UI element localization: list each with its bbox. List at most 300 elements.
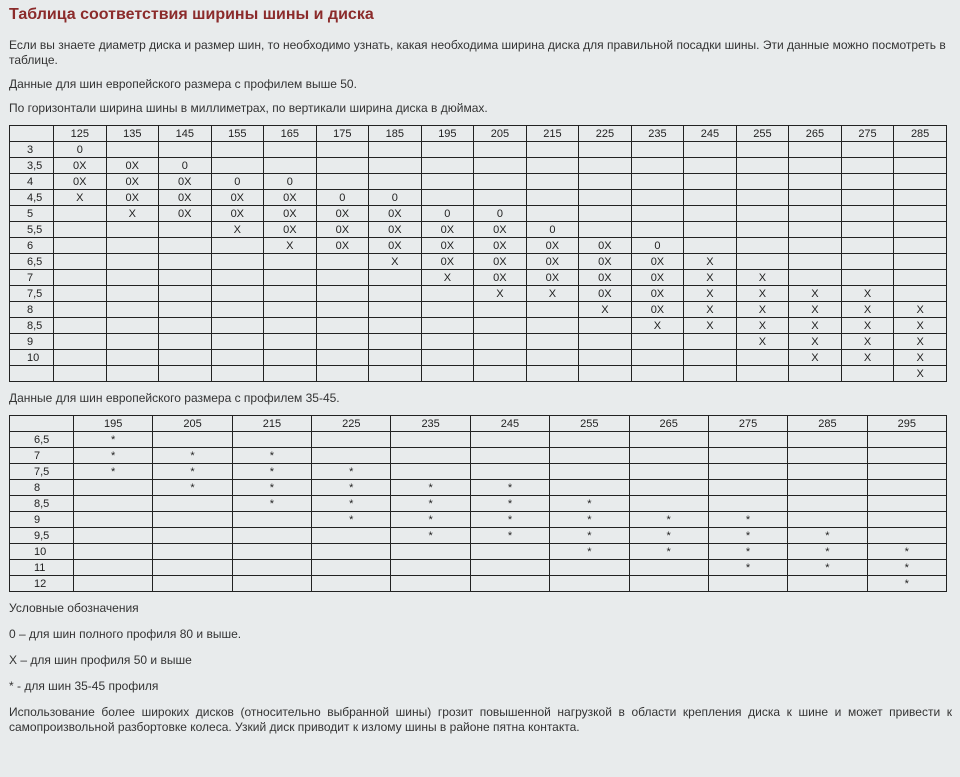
table-cell: * xyxy=(788,544,867,560)
legend-item-zero: 0 – для шин полного профиля 80 и выше. xyxy=(9,627,242,641)
table-cell xyxy=(684,366,737,382)
table-cell: X xyxy=(736,334,789,350)
column-header: 255 xyxy=(550,416,629,432)
table-cell xyxy=(629,480,708,496)
table-cell xyxy=(312,448,391,464)
row-header: 7,5 xyxy=(10,286,54,302)
table-cell xyxy=(736,174,789,190)
table-cell xyxy=(369,318,422,334)
table-cell xyxy=(421,190,474,206)
table-cell xyxy=(264,254,317,270)
table-cell: X xyxy=(789,302,842,318)
table-cell xyxy=(391,576,470,592)
table-cell xyxy=(841,366,894,382)
table-cell xyxy=(421,158,474,174)
table-cell: X xyxy=(894,302,947,318)
column-header: 265 xyxy=(789,126,842,142)
table-cell xyxy=(579,222,632,238)
table-cell: X xyxy=(841,334,894,350)
table-cell: * xyxy=(708,560,787,576)
table-cell xyxy=(474,142,527,158)
table-cell xyxy=(264,334,317,350)
table-cell: X xyxy=(526,286,579,302)
table-cell xyxy=(54,318,107,334)
table-cell: 0X xyxy=(369,238,422,254)
table-row xyxy=(10,448,947,464)
row-header: 4,5 xyxy=(10,190,54,206)
table-cell: * xyxy=(312,464,391,480)
table-cell xyxy=(54,222,107,238)
table-cell xyxy=(316,158,369,174)
table-row xyxy=(10,496,947,512)
column-header: 135 xyxy=(106,126,159,142)
table-cell xyxy=(550,560,629,576)
table-cell: 0X xyxy=(316,206,369,222)
table-cell: 0X xyxy=(421,254,474,270)
table-cell: X xyxy=(264,238,317,254)
table-cell xyxy=(106,238,159,254)
corner-cell xyxy=(10,126,54,142)
table-cell: X xyxy=(421,270,474,286)
table-cell xyxy=(369,270,422,286)
table-cell xyxy=(316,142,369,158)
column-header: 175 xyxy=(316,126,369,142)
legend-heading: Условные обозначения xyxy=(9,601,139,615)
table-cell: 0X xyxy=(369,206,422,222)
table-cell: X xyxy=(736,318,789,334)
table-cell xyxy=(264,350,317,366)
table-cell xyxy=(106,270,159,286)
table-cell xyxy=(470,544,549,560)
table-cell xyxy=(867,528,946,544)
table-cell xyxy=(153,512,232,528)
column-header: 225 xyxy=(579,126,632,142)
table-cell xyxy=(579,174,632,190)
table-cell xyxy=(526,142,579,158)
column-header: 265 xyxy=(629,416,708,432)
table-cell xyxy=(54,270,107,286)
table-cell xyxy=(841,142,894,158)
table-cell xyxy=(526,350,579,366)
table-cell: X xyxy=(684,286,737,302)
table-cell xyxy=(708,432,787,448)
table-cell: X xyxy=(841,318,894,334)
table-cell xyxy=(106,142,159,158)
table-cell: * xyxy=(153,480,232,496)
column-header: 195 xyxy=(74,416,153,432)
legend-item-star: * - для шин 35-45 профиля xyxy=(9,679,159,693)
table-cell xyxy=(894,158,947,174)
table-cell: 0X xyxy=(474,238,527,254)
table-cell xyxy=(369,158,422,174)
table-cell xyxy=(736,222,789,238)
table-cell xyxy=(867,512,946,528)
table-cell xyxy=(159,286,212,302)
row-header: 7,5 xyxy=(10,464,74,480)
table-cell xyxy=(788,512,867,528)
table-cell: * xyxy=(470,496,549,512)
table-cell: * xyxy=(550,496,629,512)
table-cell xyxy=(789,190,842,206)
table-cell xyxy=(788,480,867,496)
table-cell: * xyxy=(74,448,153,464)
table-cell xyxy=(312,576,391,592)
table-cell xyxy=(526,158,579,174)
table-cell xyxy=(841,206,894,222)
table-cell: 0X xyxy=(106,158,159,174)
table-cell xyxy=(474,318,527,334)
table-cell xyxy=(159,222,212,238)
table-cell: 0X xyxy=(316,238,369,254)
table-cell: 0X xyxy=(54,158,107,174)
column-header: 245 xyxy=(470,416,549,432)
table-cell: * xyxy=(867,576,946,592)
table-cell: * xyxy=(74,464,153,480)
table-cell xyxy=(316,350,369,366)
column-header: 255 xyxy=(736,126,789,142)
table-cell xyxy=(264,158,317,174)
table-cell xyxy=(894,286,947,302)
table-cell: * xyxy=(391,496,470,512)
table-cell xyxy=(312,528,391,544)
table-cell: 0X xyxy=(211,190,264,206)
row-header: 6,5 xyxy=(10,432,74,448)
table-cell xyxy=(421,174,474,190)
column-header: 215 xyxy=(232,416,311,432)
table-row xyxy=(10,318,947,334)
table-cell xyxy=(631,366,684,382)
axis-note: По горизонтали ширина шины в миллиметрах, по вертикали ширина диска в дюймах. xyxy=(9,101,488,115)
table-row xyxy=(10,366,947,382)
table-cell xyxy=(470,432,549,448)
table-cell: 0X xyxy=(631,286,684,302)
table-cell: 0X xyxy=(264,206,317,222)
table-cell xyxy=(550,432,629,448)
table-cell: X xyxy=(474,286,527,302)
table-cell xyxy=(153,576,232,592)
table-cell: 0 xyxy=(421,206,474,222)
column-header: 225 xyxy=(312,416,391,432)
table-cell: 0 xyxy=(316,190,369,206)
corner-cell xyxy=(10,416,74,432)
row-header: 8,5 xyxy=(10,318,54,334)
table-cell xyxy=(631,158,684,174)
table-cell: * xyxy=(708,544,787,560)
table-cell: X xyxy=(684,318,737,334)
column-header: 125 xyxy=(54,126,107,142)
section2-caption: Данные для шин европейского размера с профилем 35-45. xyxy=(9,391,340,405)
table-cell: * xyxy=(470,512,549,528)
table-cell xyxy=(629,576,708,592)
table-cell: 0X xyxy=(579,238,632,254)
table-cell: X xyxy=(841,302,894,318)
table-cell xyxy=(526,366,579,382)
table-cell xyxy=(841,222,894,238)
table-cell: X xyxy=(789,350,842,366)
table-cell: X xyxy=(736,286,789,302)
table-cell xyxy=(474,302,527,318)
rim-width-table-profile-35-45 xyxy=(9,415,947,592)
table-cell xyxy=(159,142,212,158)
table-row xyxy=(10,512,947,528)
table-cell xyxy=(159,302,212,318)
table-cell xyxy=(684,158,737,174)
table-cell xyxy=(629,496,708,512)
column-header: 205 xyxy=(153,416,232,432)
table-cell xyxy=(631,190,684,206)
table-cell: * xyxy=(629,544,708,560)
table-cell xyxy=(579,350,632,366)
table-cell xyxy=(159,238,212,254)
table-cell: 0X xyxy=(631,302,684,318)
table-cell xyxy=(232,512,311,528)
table-cell: 0X xyxy=(474,270,527,286)
column-header: 205 xyxy=(474,126,527,142)
table-cell xyxy=(526,174,579,190)
table-cell xyxy=(159,270,212,286)
warning-text: Использование более широких дисков (относительно выбранной шины) грозит повышенной нагрузкой в области крепления диска к шине и может привести к самопроизвольной разбортовке колеса. Узкий диск приводит к излому шины в районе пятна контакта. xyxy=(9,705,952,734)
table-cell xyxy=(789,206,842,222)
table-cell xyxy=(74,560,153,576)
table-cell xyxy=(106,318,159,334)
table-row xyxy=(10,576,947,592)
table-cell xyxy=(211,318,264,334)
table-cell xyxy=(789,270,842,286)
table-cell: X xyxy=(789,334,842,350)
table-cell xyxy=(736,238,789,254)
table-cell xyxy=(74,496,153,512)
table-cell xyxy=(312,560,391,576)
table-cell xyxy=(316,286,369,302)
row-header: 4 xyxy=(10,174,54,190)
table-cell xyxy=(474,174,527,190)
table-cell: X xyxy=(579,302,632,318)
column-header: 275 xyxy=(841,126,894,142)
column-header: 165 xyxy=(264,126,317,142)
table-cell xyxy=(316,334,369,350)
table-cell xyxy=(684,238,737,254)
table-cell xyxy=(736,206,789,222)
table-cell: * xyxy=(550,512,629,528)
table-cell xyxy=(894,206,947,222)
table-cell xyxy=(54,254,107,270)
table-cell: 0X xyxy=(211,206,264,222)
table-cell xyxy=(153,560,232,576)
table-cell xyxy=(579,158,632,174)
intro-text: Если вы знаете диаметр диска и размер шин, то необходимо узнать, какая необходима ширина диска для правильной посадки шины. Эти данные можно посмотреть в таблице. xyxy=(9,38,946,67)
table-cell xyxy=(211,238,264,254)
table-cell xyxy=(470,464,549,480)
table-cell: 0 xyxy=(369,190,422,206)
table-cell xyxy=(474,158,527,174)
table-cell: X xyxy=(789,318,842,334)
table-cell xyxy=(106,302,159,318)
column-header: 195 xyxy=(421,126,474,142)
table-cell xyxy=(579,142,632,158)
table-row xyxy=(10,254,947,270)
table-cell xyxy=(54,366,107,382)
table-cell xyxy=(369,142,422,158)
table-cell xyxy=(470,560,549,576)
table-cell xyxy=(391,464,470,480)
row-header: 3 xyxy=(10,142,54,158)
page-title: Таблица соответствия ширины шины и диска xyxy=(9,6,374,23)
table-cell xyxy=(631,206,684,222)
table-cell xyxy=(264,366,317,382)
table-cell: X xyxy=(841,350,894,366)
table-row xyxy=(10,464,947,480)
table-cell xyxy=(789,254,842,270)
table-cell xyxy=(211,286,264,302)
table-cell xyxy=(789,174,842,190)
table-cell xyxy=(54,350,107,366)
table-cell xyxy=(391,544,470,560)
table-cell xyxy=(684,222,737,238)
column-header: 145 xyxy=(159,126,212,142)
table-cell xyxy=(421,286,474,302)
table-cell: X xyxy=(631,318,684,334)
table-cell xyxy=(789,142,842,158)
table-cell xyxy=(54,302,107,318)
table-cell xyxy=(106,350,159,366)
table-cell xyxy=(789,366,842,382)
table-cell xyxy=(369,286,422,302)
table-cell xyxy=(867,448,946,464)
table-cell: 0X xyxy=(54,174,107,190)
table-cell xyxy=(894,270,947,286)
table-cell xyxy=(211,302,264,318)
table-cell xyxy=(629,560,708,576)
section1-caption: Данные для шин европейского размера с профилем выше 50. xyxy=(9,77,357,91)
table-cell xyxy=(106,254,159,270)
table-row xyxy=(10,238,947,254)
table-cell xyxy=(153,544,232,560)
table-cell: 0X xyxy=(474,222,527,238)
row-header: 8,5 xyxy=(10,496,74,512)
table-cell: 0X xyxy=(474,254,527,270)
table-cell: * xyxy=(391,480,470,496)
table-cell: * xyxy=(629,512,708,528)
table-cell xyxy=(789,238,842,254)
header-row xyxy=(10,126,947,142)
table-cell xyxy=(788,576,867,592)
table-row xyxy=(10,560,947,576)
table-cell: X xyxy=(736,270,789,286)
row-header: 9 xyxy=(10,512,74,528)
table-cell xyxy=(526,302,579,318)
table-cell: * xyxy=(788,528,867,544)
table-cell xyxy=(788,448,867,464)
column-header: 235 xyxy=(631,126,684,142)
table-cell xyxy=(789,222,842,238)
table-cell xyxy=(708,480,787,496)
table-cell: * xyxy=(391,528,470,544)
table-cell xyxy=(788,496,867,512)
table-cell xyxy=(550,576,629,592)
table-cell: * xyxy=(312,496,391,512)
table-cell xyxy=(629,464,708,480)
row-header: 11 xyxy=(10,560,74,576)
table-cell xyxy=(421,302,474,318)
table-cell: X xyxy=(894,334,947,350)
table-cell xyxy=(629,448,708,464)
table-cell xyxy=(159,318,212,334)
table-cell: * xyxy=(788,560,867,576)
table-cell: * xyxy=(232,464,311,480)
table-cell xyxy=(708,464,787,480)
table-cell xyxy=(526,318,579,334)
row-header: 9,5 xyxy=(10,528,74,544)
table-cell xyxy=(526,206,579,222)
row-header: 8 xyxy=(10,480,74,496)
table-cell xyxy=(841,158,894,174)
table-cell xyxy=(211,142,264,158)
table-cell xyxy=(211,366,264,382)
table-cell xyxy=(211,158,264,174)
table-cell: 0 xyxy=(474,206,527,222)
table-cell: * xyxy=(867,560,946,576)
table-cell xyxy=(54,206,107,222)
table-cell xyxy=(579,206,632,222)
table-cell xyxy=(312,544,391,560)
table-cell xyxy=(54,238,107,254)
table-cell xyxy=(316,318,369,334)
table-cell: X xyxy=(789,286,842,302)
table-cell xyxy=(736,190,789,206)
table-cell xyxy=(232,528,311,544)
row-header xyxy=(10,366,54,382)
table-cell xyxy=(631,350,684,366)
table-cell xyxy=(708,496,787,512)
table-cell xyxy=(316,302,369,318)
table-row xyxy=(10,528,947,544)
table-cell xyxy=(579,334,632,350)
table-cell: X xyxy=(841,286,894,302)
table-cell: * xyxy=(867,544,946,560)
table-cell xyxy=(474,366,527,382)
table-row xyxy=(10,480,947,496)
table-cell: X xyxy=(684,254,737,270)
table-cell xyxy=(684,174,737,190)
table-cell xyxy=(232,576,311,592)
table-cell xyxy=(526,190,579,206)
table-cell xyxy=(153,432,232,448)
table-cell xyxy=(106,286,159,302)
table-cell xyxy=(369,302,422,318)
column-header: 275 xyxy=(708,416,787,432)
table-cell xyxy=(74,528,153,544)
table-cell xyxy=(894,190,947,206)
table-cell xyxy=(631,174,684,190)
table-cell: * xyxy=(470,480,549,496)
row-header: 8 xyxy=(10,302,54,318)
table-cell: 0X xyxy=(526,238,579,254)
table-cell xyxy=(470,448,549,464)
table-cell: 0X xyxy=(264,222,317,238)
table-cell: X xyxy=(894,366,947,382)
table-cell xyxy=(106,334,159,350)
table-cell: X xyxy=(736,302,789,318)
table-cell xyxy=(421,334,474,350)
table-cell xyxy=(867,432,946,448)
table-row xyxy=(10,190,947,206)
table-cell xyxy=(867,480,946,496)
table-row xyxy=(10,544,947,560)
table-cell: 0X xyxy=(264,190,317,206)
table-cell xyxy=(421,350,474,366)
table-row xyxy=(10,174,947,190)
table-cell: * xyxy=(708,528,787,544)
